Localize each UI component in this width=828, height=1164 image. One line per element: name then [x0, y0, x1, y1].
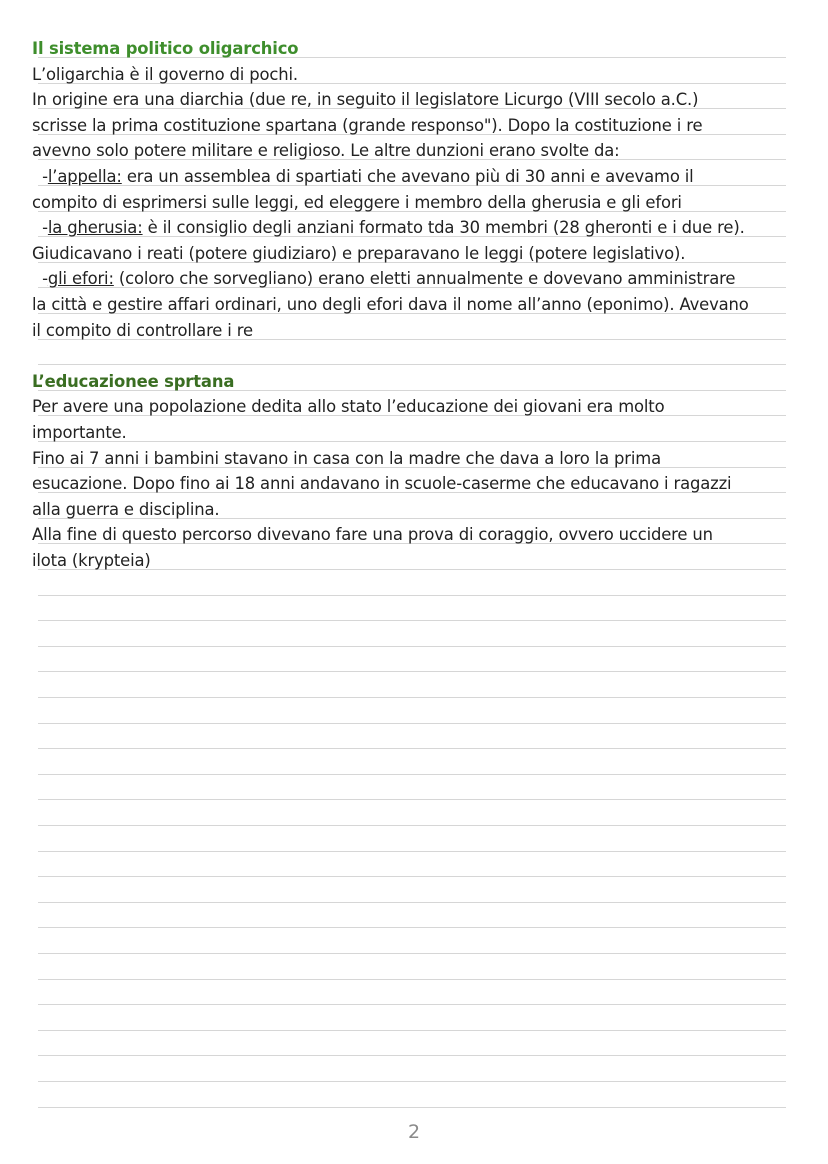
list-item-appella [32, 164, 792, 190]
text-line: Fino ai 7 anni i bambini stavano in casa con la madre che dava a loro la prima [32, 448, 662, 468]
ruled-line [38, 1030, 786, 1031]
text-line: Giudicavano i reati (potere giudiziaro) e preparavano le leggi (potere legislativo). [32, 243, 686, 263]
text-line: In origine era una diarchia (due re, in seguito il legislatore Licurgo (VIII secolo a.C.) [32, 90, 699, 110]
ruled-line [38, 1004, 786, 1005]
ruled-line [38, 825, 786, 826]
list-dash: - [42, 269, 48, 289]
ruled-line [38, 1081, 786, 1082]
ruled-line [38, 979, 786, 980]
text-line: importante. [32, 422, 127, 442]
section-heading-oligarchic-system: Il sistema politico oligarchico [32, 39, 299, 58]
page-number: 2 [407, 1121, 421, 1143]
blank-line [32, 343, 792, 369]
list-dash: - [42, 166, 48, 186]
ruled-line [38, 1107, 786, 1108]
list-dash: - [42, 218, 48, 238]
ruled-line [38, 671, 786, 672]
list-item-efori [32, 266, 792, 292]
term-efori: gli efori: [47, 269, 114, 289]
text-line: il compito di controllare i re [32, 320, 253, 340]
term-description: era un assemblea di spartiati che avevano più di 30 anni e avevamo il [121, 166, 694, 186]
term-description: è il consiglio degli anziani formato tda 30 membri (28 gheronti e i due re). [142, 218, 745, 238]
text-line: la città e gestire affari ordinari, uno degli efori dava il nome all’anno (eponimo). Avevano [32, 294, 749, 314]
ruled-line [38, 851, 786, 852]
ruled-line [38, 748, 786, 749]
ruled-line [38, 876, 786, 877]
term-appella: l’appella: [47, 166, 122, 186]
ruled-line [38, 595, 786, 596]
ruled-line [38, 723, 786, 724]
text-line: L’oligarchia è il governo di pochi. [32, 64, 298, 84]
ruled-line [38, 646, 786, 647]
section-heading-spartan-education: L’educazionee sprtana [32, 371, 235, 391]
ruled-line [38, 1055, 786, 1056]
ruled-line [38, 774, 786, 775]
text-line: ilota (krypteia) [32, 550, 151, 570]
ruled-line [38, 620, 786, 621]
ruled-line [38, 902, 786, 903]
text-line: avevno solo potere militare e religioso. Le altre dunzioni erano svolte da: [32, 141, 620, 161]
ruled-line [38, 927, 786, 928]
text-line: alla guerra e disciplina. [32, 499, 220, 519]
list-item-gherusia [32, 215, 792, 241]
text-line: Alla fine di questo percorso divevano fare una prova di coraggio, ovvero uccidere un [32, 525, 713, 545]
ruled-line [38, 799, 786, 800]
text-line: compito di esprimersi sulle leggi, ed eleggere i membro della gherusia e gli efori [32, 192, 682, 212]
term-description: (coloro che sorvegliano) erano eletti annualmente e dovevano amministrare [113, 269, 736, 289]
text-line: Per avere una popolazione dedita allo stato l’educazione dei giovani era molto [32, 397, 665, 417]
text-line: esucazione. Dopo fino ai 18 anni andavano in scuole-caserme che educavano i ragazzi [32, 474, 732, 494]
ruled-line [38, 697, 786, 698]
page-content [32, 36, 792, 573]
ruled-line [38, 953, 786, 954]
term-gherusia: la gherusia: [47, 218, 143, 238]
text-line: scrisse la prima costituzione spartana (grande responso"). Dopo la costituzione i re [32, 115, 703, 135]
